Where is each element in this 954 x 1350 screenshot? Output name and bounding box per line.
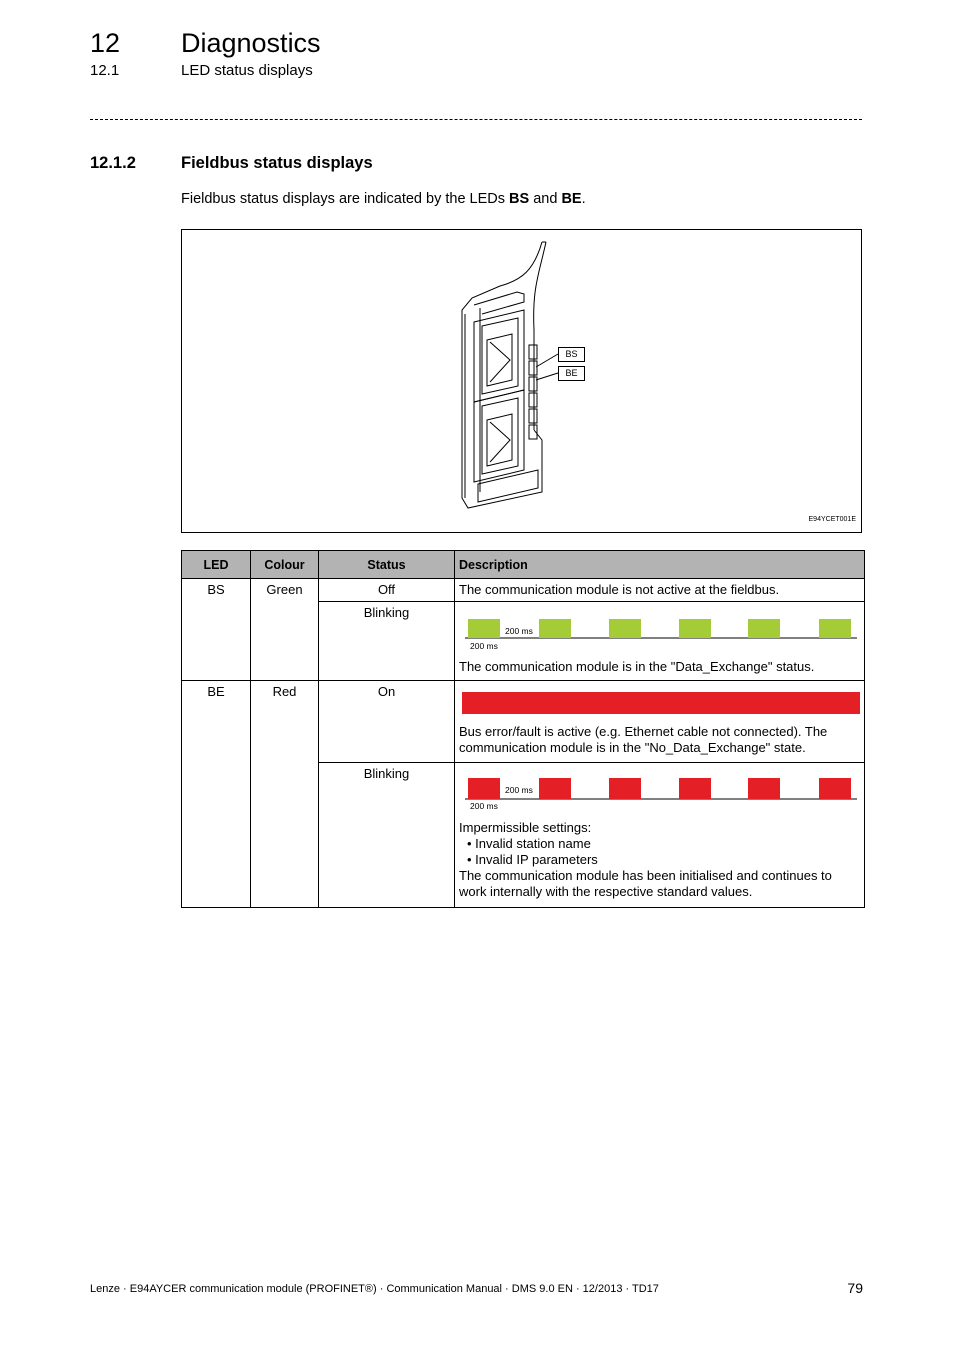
table-row (182, 579, 865, 602)
be-blink-desc-title: Impermissible settings: (459, 820, 592, 835)
intro-text-mid: and (529, 191, 562, 207)
chapter-title: Diagnostics (181, 28, 321, 58)
header-divider (90, 119, 862, 120)
pulse-on (748, 619, 780, 638)
section-number: 12.1 (90, 62, 120, 79)
pulse-on (609, 778, 641, 799)
pulse-on (539, 778, 571, 799)
be-on-bar (462, 692, 860, 714)
be-on-desc-cell (455, 681, 865, 763)
footer-text: Lenze · E94AYCER communication module (PROFINET®) · Communication Manual · DMS 9.0 EN · 12/2013 · TD17 (90, 1283, 659, 1295)
pulse-on (679, 619, 711, 638)
list-item: • Invalid station name (467, 836, 860, 852)
be-led-cell: BE (182, 681, 251, 908)
subsection-title: Fieldbus status displays (181, 154, 373, 172)
pulse-on (679, 778, 711, 799)
be-on-status: On (319, 681, 455, 763)
table-header-row (182, 551, 865, 579)
pulse-on (819, 619, 851, 638)
header-status: Status (319, 551, 455, 579)
intro-led-be: BE (561, 191, 582, 207)
chapter-number: 12 (90, 28, 121, 58)
bs-on-duration-label: 200 ms (470, 641, 498, 651)
bs-off-status: Off (319, 579, 455, 602)
list-item: • Invalid IP parameters (467, 852, 860, 868)
led-status-table (181, 550, 865, 908)
bs-blink-desc-cell (455, 602, 865, 681)
bs-blink-desc: The communication module is in the "Data_Exchange" status. (459, 659, 815, 674)
bs-colour-cell: Green (251, 579, 319, 681)
pulse-on (539, 619, 571, 638)
section-title: LED status displays (181, 62, 313, 79)
be-blink-timing (459, 766, 860, 810)
header-led: LED (182, 551, 251, 579)
be-off-duration-label: 200 ms (505, 785, 533, 795)
pulse-on (468, 778, 500, 799)
figure-code: E94YCET001E (808, 516, 856, 523)
pulse-on (468, 619, 500, 638)
pulse-on (819, 778, 851, 799)
be-blink-desc-cell (455, 763, 865, 908)
pulse-on (748, 778, 780, 799)
be-blink-desc-tail: The communication module has been initialised and continues to work internally with the respective standard values. (459, 868, 832, 899)
be-on-duration-label: 200 ms (470, 801, 498, 811)
intro-led-bs: BS (509, 191, 530, 207)
be-on-desc: Bus error/fault is active (e.g. Ethernet cable not connected). The communication module is in the "No_Data_Exchange" state. (459, 724, 828, 755)
device-figure (181, 229, 862, 533)
header-colour: Colour (251, 551, 319, 579)
header-description: Description (455, 551, 865, 579)
page-number: 79 (847, 1280, 863, 1296)
be-blink-status: Blinking (319, 763, 455, 908)
be-blink-bullets (459, 836, 860, 868)
bs-blink-timing (459, 605, 860, 649)
intro-text-before: Fieldbus status displays are indicated by the LEDs (181, 191, 510, 207)
pulse-on (609, 619, 641, 638)
intro-text-after: . (581, 191, 586, 207)
module-drawing (182, 230, 861, 532)
label-be: BE (558, 366, 585, 381)
label-bs: BS (558, 347, 585, 362)
bs-blink-status: Blinking (319, 602, 455, 681)
table-row (182, 681, 865, 763)
be-colour-cell: Red (251, 681, 319, 908)
subsection-number: 12.1.2 (90, 154, 136, 172)
bs-off-duration-label: 200 ms (505, 626, 533, 636)
bs-led-cell: BS (182, 579, 251, 681)
intro-paragraph (181, 191, 586, 207)
bs-off-desc: The communication module is not active at the fieldbus. (455, 579, 865, 602)
